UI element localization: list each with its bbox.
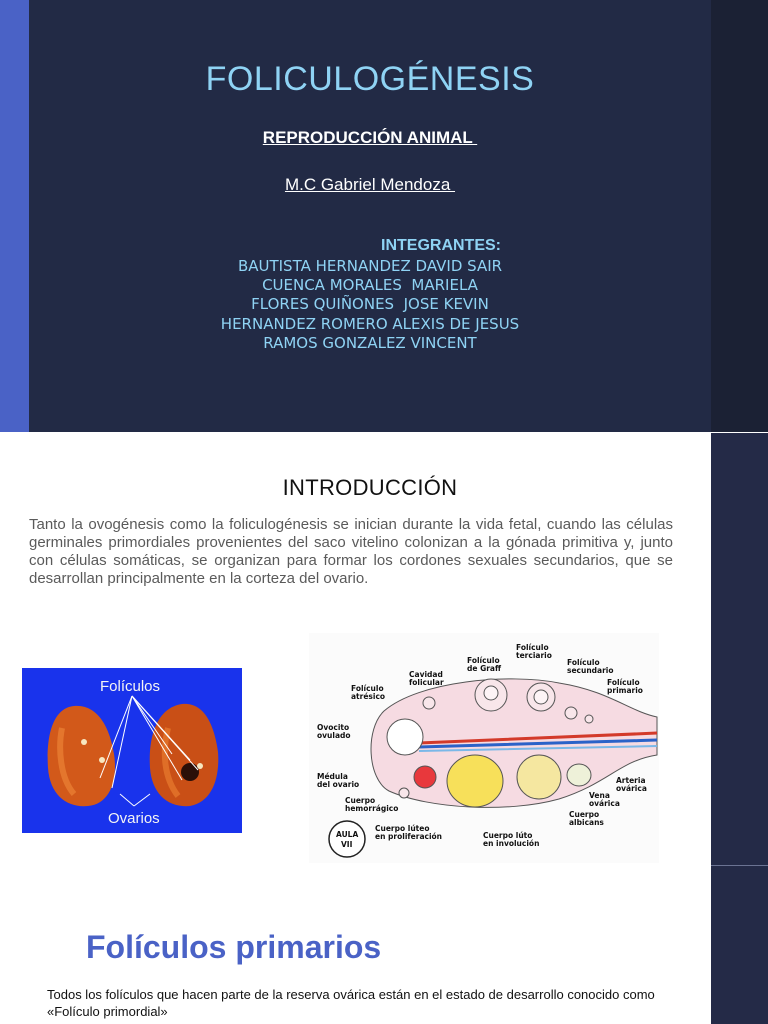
label-vena-ovarica: ovárica (589, 799, 620, 808)
photo-label-follicles: Folículos (100, 678, 161, 695)
members-heading: INTEGRANTES: (381, 237, 501, 254)
label-foliculo-atresico: Folículo (351, 684, 384, 693)
label-foliculo-graff: de Graff (467, 664, 502, 673)
label-cuerpo-luteo-proliferacion: en proliferación (375, 832, 443, 841)
label-foliculo-terciario: Folículo (516, 643, 549, 652)
label-cuerpo-luteo-involucion: Cuerpo lúto (483, 831, 533, 840)
label-foliculo-graff: Folículo (467, 656, 500, 665)
slide-title: FOLICULOGÉNESIS (205, 60, 535, 98)
left-accent-bar (0, 0, 29, 432)
member-item: HERNANDEZ ROMERO ALEXIS DE JESUS (220, 314, 520, 333)
member-item: BAUTISTA HERNANDEZ DAVID SAIR (237, 257, 503, 275)
bar-divider (711, 865, 768, 866)
teacher-name: M.C Gabriel Mendoza (284, 175, 456, 194)
label-medula-ovario: Médula (317, 772, 348, 781)
members-list (29, 257, 711, 353)
logo-text: AULA (336, 830, 359, 839)
right-accent-bar (711, 433, 768, 1024)
label-arteria-ovarica: ovárica (616, 784, 647, 793)
label-ovocito-ovulado: ovulado (317, 731, 351, 740)
label-foliculo-secundario: secundario (567, 666, 614, 675)
aula-logo (329, 821, 365, 857)
photo-label-ovaries: Ovarios (108, 810, 160, 827)
label-cuerpo-albicans: Cuerpo (569, 810, 600, 819)
label-cuerpo-luteo-proliferacion: Cuerpo lúteo (375, 824, 430, 833)
introduction-paragraph: Tanto la ovogénesis como la foliculogénesis se inician durante la vida fetal, cuando las células germinales primordiales provenientes del saco vitelino colonizan a la gónada primitiva y, junto con células somáticas, se organizan para formar los cordones sexuales secundarios, que se desarrollan principalmente en la corteza del ovario. (29, 516, 673, 587)
introduction-slide (0, 433, 768, 1024)
label-cuerpo-hemorragico: Cuerpo (345, 796, 376, 805)
label-foliculo-atresico: atrésico (351, 692, 386, 701)
label-foliculo-primario: Folículo (607, 678, 640, 687)
title-slide (0, 0, 768, 432)
label-vena-ovarica: Vena (589, 791, 610, 800)
member-item: FLORES QUIÑONES JOSE KEVIN (251, 295, 489, 314)
label-foliculo-primario: primario (607, 686, 643, 695)
section-paragraph: Todos los folículos que hacen parte de la reserva ovárica están en el estado de desarrollo conocido como «Folículo primordial» (47, 987, 655, 1019)
member-item: RAMOS GONZALEZ VINCENT (263, 333, 477, 352)
member-item: CUENCA MORALES MARIELA (262, 276, 478, 295)
ovary-anatomy-diagram (309, 633, 659, 863)
label-cuerpo-hemorragico: hemorrágico (345, 804, 399, 813)
section-title: Folículos primarios (86, 929, 382, 965)
label-foliculo-secundario: Folículo (567, 658, 600, 667)
label-medula-ovario: del ovario (317, 780, 360, 789)
label-cuerpo-luteo-involucion: en involución (483, 839, 540, 848)
label-cavidad-folicular: Cavidad (409, 670, 443, 679)
label-cavidad-folicular: folicular (409, 678, 444, 687)
label-arteria-ovarica: Arteria (616, 776, 646, 785)
introduction-heading: INTRODUCCIÓN (282, 475, 458, 500)
label-cuerpo-albicans: albicans (569, 818, 604, 827)
right-accent-bar (711, 0, 768, 432)
ovaries-photo (22, 668, 242, 833)
label-ovocito-ovulado: Ovocito (317, 723, 350, 732)
label-foliculo-terciario: terciario (516, 651, 552, 660)
subject-title: REPRODUCCIÓN ANIMAL (262, 128, 478, 147)
logo-text: VII (341, 840, 353, 849)
